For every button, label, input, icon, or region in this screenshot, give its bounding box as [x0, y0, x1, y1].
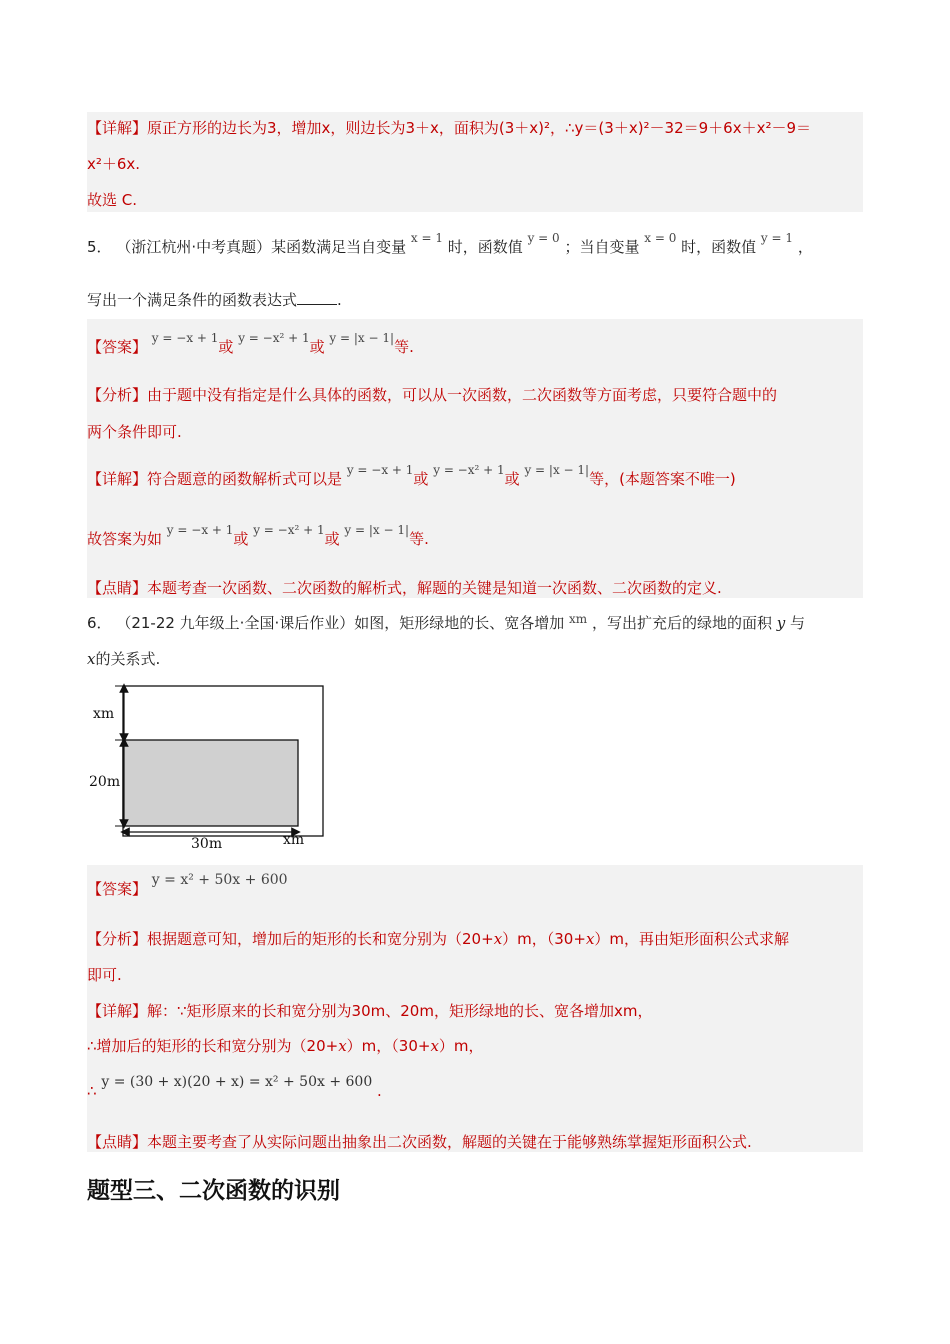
answer-blank [297, 290, 337, 305]
formula-area: y = (30 + x)(20 + x) = x² + 50x + 600 [101, 1074, 373, 1090]
formula-answer: y = x² + 50x + 600 [151, 872, 288, 888]
formula-xm: xm [569, 612, 588, 626]
q6-comment: 【点睛】本题主要考查了从实际问题出抽象出二次函数，解题的关键在于能够熟练掌握矩形面积公式. [87, 1133, 752, 1151]
label-bottom: 30m [191, 836, 223, 852]
q5-analysis-line1: 【分析】由于题中没有指定是什么具体的函数，可以从一次函数，二次函数等方面考虑，只要符合题中的 [87, 386, 778, 404]
label-top: xm [93, 706, 115, 722]
detail-tag: 【详解】 [87, 470, 148, 488]
section-title: 题型三、二次函数的识别 [87, 1178, 340, 1204]
question-number: 5． [87, 238, 112, 256]
answer-tag: 【答案】 [87, 880, 148, 898]
q5-question-line1: 5． （浙江杭州·中考真题）某函数满足当自变量 x = 1 时，函数值 y = 0 ；当自变量 x = 0 时，函数值 y = 1 ， [87, 236, 813, 259]
q5-comment: 【点睛】本题考查一次函数、二次函数的解析式，解题的关键是知道一次函数、二次函数的定义. [87, 579, 722, 597]
variable-x: x [87, 650, 96, 668]
detail-tag: 【详解】 [87, 119, 148, 137]
formula-y-equals-0: y = 0 [527, 231, 560, 245]
q6-question-line2: x的关系式. [87, 650, 161, 668]
detail-tag: 【详解】 [87, 1002, 148, 1020]
q4-detail-line2: x²＋6x. [87, 155, 141, 173]
variable-y: y [776, 614, 786, 632]
q6-detail-formula: ∴ y = (30 + x)(20 + x) = x² + 50x + 600 . [87, 1080, 382, 1103]
analysis-tag: 【分析】 [87, 386, 148, 404]
q5-answer: 【答案】 y = −x + 1或 y = −x² + 1或 y = |x − 1|等. [87, 336, 414, 359]
label-right: xm [283, 832, 305, 848]
q6-analysis-line2: 即可. [87, 966, 122, 984]
formula-linear: y = −x + 1 [151, 331, 219, 345]
formula-quadratic: y = −x² + 1 [238, 331, 310, 345]
label-left: 20m [89, 774, 121, 790]
formula-linear: y = −x + 1 [346, 463, 414, 477]
q6-detail-line1: 【详解】解：∵矩形原来的长和宽分别为30m、20m，矩形绿地的长、宽各增加xm， [87, 1002, 653, 1020]
formula-y-equals-1: y = 1 [760, 231, 794, 245]
question-number: 6． [87, 614, 112, 632]
q5-analysis-line2: 两个条件即可. [87, 423, 182, 441]
original-rectangle [123, 740, 298, 826]
comment-tag: 【点睛】 [87, 579, 148, 597]
q6-detail-line2: ∴增加后的矩形的长和宽分别为（20+x）m，（30+x）m， [87, 1037, 484, 1055]
formula-absolute: y = |x − 1| [329, 331, 395, 345]
q6-question-line1: 6． （21-22 九年级上·全国·课后作业）如图，矩形绿地的长、宽各增加 xm ，写出扩充后的绿地的面积 y 与 [87, 612, 805, 635]
formula-linear: y = −x + 1 [166, 523, 234, 537]
q4-conclusion: 故选 C. [87, 191, 138, 209]
formula-quadratic: y = −x² + 1 [433, 463, 505, 477]
formula-absolute: y = |x − 1| [524, 463, 590, 477]
q5-final-answer: 故答案为如 y = −x + 1或 y = −x² + 1或 y = |x − 1|等. [87, 528, 429, 551]
formula-x-equals-1: x = 1 [410, 231, 443, 245]
analysis-tag: 【分析】 [87, 930, 148, 948]
q6-answer [87, 872, 288, 901]
rectangle-figure [87, 682, 337, 852]
q5-detail: 【详解】符合题意的函数解析式可以是 y = −x + 1或 y = −x² + 1或 y = |x − 1|等，(本题答案不唯一) [87, 468, 736, 491]
q6-analysis-line1: 【分析】根据题意可知，增加后的矩形的长和宽分别为（20+x）m，（30+x）m，再由矩形面积公式求解 [87, 930, 790, 948]
answer-tag: 【答案】 [87, 338, 148, 356]
q5-question-line2: 写出一个满足条件的函数表达式 . [87, 291, 342, 309]
comment-tag: 【点睛】 [87, 1133, 148, 1151]
q4-detail-line1: 【详解】原正方形的边长为3，增加x，则边长为3＋x，面积为(3＋x)²，∴y＝(3＋x)²－32＝9＋6x＋x²－9＝ [87, 119, 812, 137]
formula-quadratic: y = −x² + 1 [253, 523, 325, 537]
formula-x-equals-0: x = 0 [644, 231, 677, 245]
formula-absolute: y = |x − 1| [344, 523, 410, 537]
